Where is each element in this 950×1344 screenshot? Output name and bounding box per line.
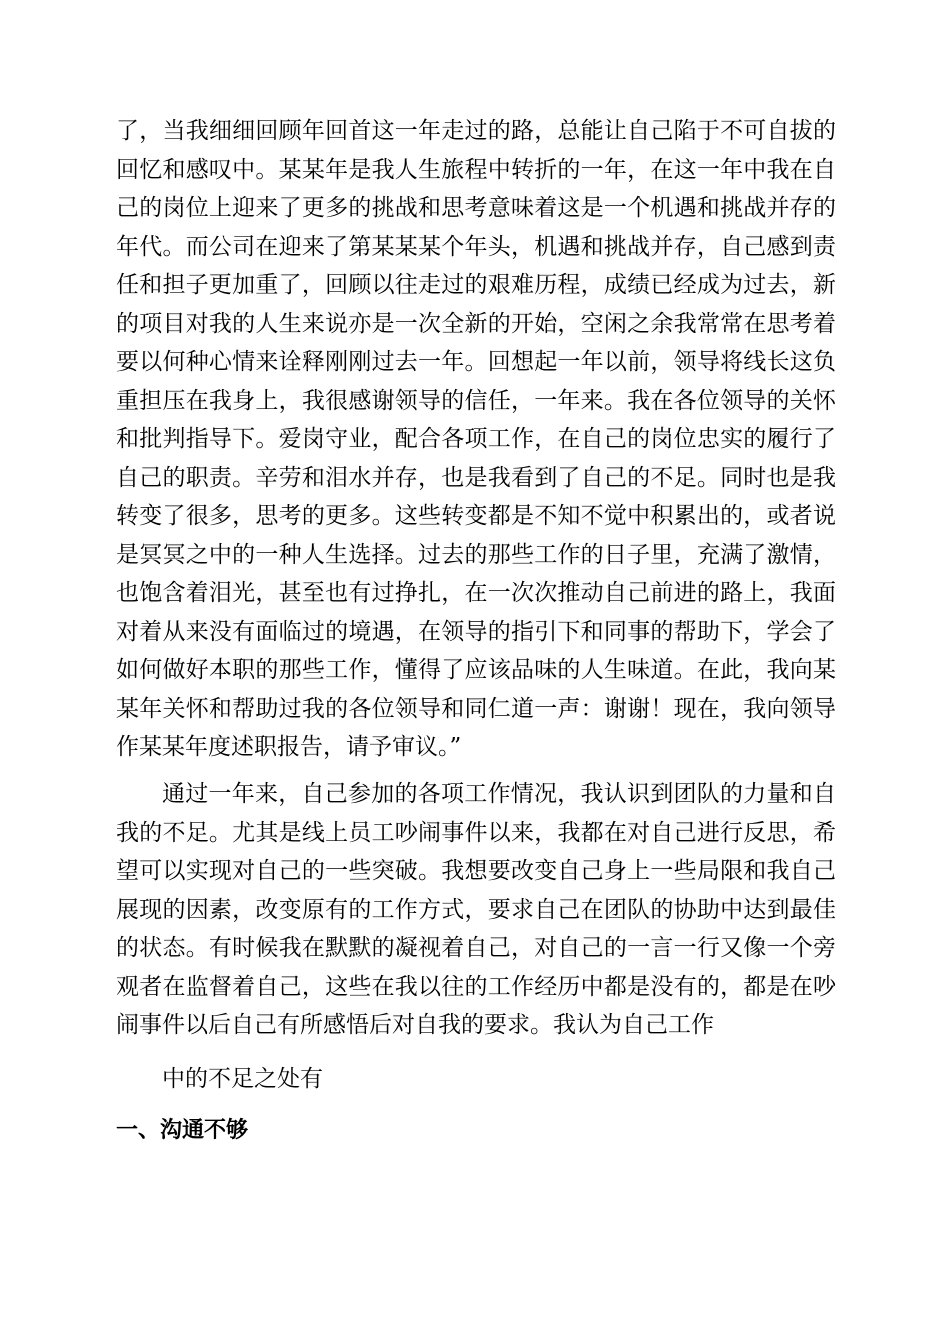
- section-heading: 一、沟通不够: [116, 1118, 249, 1143]
- paragraph-review: 了，当我细细回顾年回首这一年走过的路，总能让自己陷于不可自拔的回忆和感叹中。某某年是我人生旅程中转折的一年，在这一年中我在自己的岗位上迎来了更多的挑战和思考意味着这是一个机遇和挑战并存的年代。而公司在迎来了第某某某个年头，机遇和挑战并存，自己感到责任和担子更加重了，回顾以往走过的艰难历程，成绩已经成为过去，新的项目对我的人生来说亦是一次全新的开始，空闲之余我常常在思考着要以何种心情来诠释刚刚过去一年。回想起一年以前，领导将线长这负重担压在我身上，我很感谢领导的信任，一年来。我在各位领导的关怀和批判指导下。爱岗守业，配合各项工作，在自己的岗位忠实的履行了自己的职责。辛劳和泪水并存，也是我看到了自己的不足。同时也是我转变了很多，思考的更多。这些转变都是不知不觉中积累出的，或者说是冥冥之中的一种人生选择。过去的那些工作的日子里，充满了激情，也饱含着泪光，甚至也有过挣扎，在一次次推动自己前进的路上，我面对着从来没有面临过的境遇，在领导的指引下和同事的帮助下，学会了如何做好本职的那些工作，懂得了应该品味的人生味道。在此，我向某某年关怀和帮助过我的各位领导和同仁道一声：谢谢！现在，我向领导作某某年度述职报告，请予审议。”: [116, 118, 836, 760]
- paragraph-shortcomings-intro: 中的不足之处有: [162, 1066, 323, 1092]
- paragraph-reflection: 通过一年来，自己参加的各项工作情况，我认识到团队的力量和自我的不足。尤其是线上员工吵闹事件以来，我都在对自己进行反思，希望可以实现对自己的一些突破。我想要改变自己身上一些局限和我自己展现的因素，改变原有的工作方式，要求自己在团队的协助中达到最佳的状态。有时候我在默默的凝视着自己，对自己的一言一行又像一个旁观者在监督着自己，这些在我以往的工作经历中都是没有的，都是在吵闹事件以后自己有所感悟后对自我的要求。我认为自己工作: [116, 781, 836, 1038]
